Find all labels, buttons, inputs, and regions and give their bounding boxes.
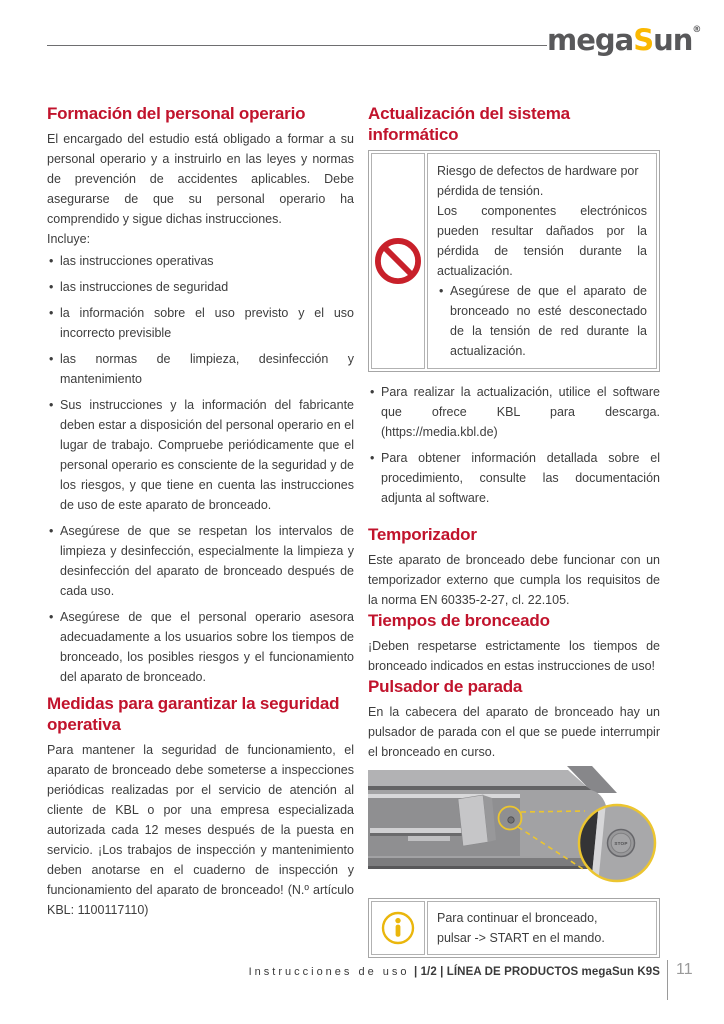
right-column: [368, 103, 660, 958]
stop-button-label: STOP: [614, 841, 628, 846]
info-box-icon-cell: [371, 901, 425, 955]
safety-body: Para mantener la seguridad de funcionamiento, el aparato de bronceado debe someterse a inspecciones periódicas realizadas por el servicio de atención al cliente de KBL o por una empresa especializada autorizada cada 12 meses después de la puesta en servicio. ¡Los trabajos de inspección y mantenimiento deben anotarse en el cuaderno de inspección y funcionamiento del aparato de bronceado! (N.º artículo KBL: 1100117110): [47, 743, 354, 917]
page-number: 11: [676, 961, 693, 978]
prohibition-icon: [373, 236, 423, 286]
registered-mark: ®: [692, 25, 702, 35]
section-title-stop-button: Pulsador de parada: [368, 677, 523, 696]
logo-s: S: [633, 23, 654, 57]
warning-line2: Los componentes electrónicos pueden resultar dañados por la pérdida de tensión durante la actualización.: [437, 204, 647, 278]
footer-divider: [667, 960, 668, 1000]
update-bullet-list: [368, 382, 660, 508]
warning-line1: Riesgo de defectos de hardware por pérdida de tensión.: [437, 164, 639, 198]
warning-bullet: • Asegúrese de que el aparato de bronceado no esté desconectado de la tensión de red durante la actualización.: [437, 281, 647, 361]
list-item: • las normas de limpieza, desinfección y mantenimiento: [47, 349, 354, 389]
footer: [0, 962, 660, 980]
list-item: • Sus instrucciones y la información del fabricante deben estar a disposición del personal operario en el lugar de trabajo. Compruebe periódicamente que el personal operario es consciente de la seguridad y de los riesgos, y que tiene en cuenta las instrucciones de uso de este aparato de bronceado.: [47, 395, 354, 515]
warning-box-text: [427, 153, 657, 369]
tanning-bed-illustration: [368, 766, 660, 892]
section-title-training: Formación del personal operario: [47, 104, 306, 123]
logo-mega: mega: [547, 23, 634, 57]
logo-un: un: [653, 23, 693, 57]
timer-body: Este aparato de bronceado debe funcionar con un temporizador externo que cumpla los requisitos de la norma EN 60335-2-27, cl. 22.105.: [368, 553, 660, 607]
info-box-text: [427, 901, 657, 955]
warning-box: [368, 150, 660, 372]
training-intro: El encargado del estudio está obligado a formar a su personal operario y a instruirlo en las leyes y normas de prevención de accidentes aplicables. Debe asegurarse de que su personal operario ha comprendido y sigue dichas instrucciones.: [47, 132, 354, 226]
left-column: [47, 103, 354, 920]
list-item: • Para obtener información detallada sobre el procedimiento, consulte las documentación adjunta al software.: [368, 448, 660, 508]
section-title-update: Actualización del sistema informático: [368, 104, 570, 144]
megasun-logo: [547, 14, 701, 56]
info-line2: pulsar -> START en el mando.: [437, 931, 605, 945]
header-rule: [47, 45, 547, 46]
section-title-timer: Temporizador: [368, 525, 477, 544]
list-item: • Asegúrese de que se respetan los intervalos de limpieza y desinfección, especialmente la limpieza y desinfección del aparato de bronceado después de cada uso.: [47, 521, 354, 601]
list-item: • las instrucciones operativas: [47, 251, 354, 271]
tanning-times-body: ¡Deben respetarse estrictamente los tiempos de bronceado indicados en estas instrucciones de uso!: [368, 639, 660, 673]
list-item: • Para realizar la actualización, utilice el software que ofrece KBL para descarga. (https://media.kbl.de): [368, 382, 660, 442]
warning-box-icon-cell: [371, 153, 425, 369]
stop-button-body: En la cabecera del aparato de bronceado hay un pulsador de parada con el que se puede interrumpir el bronceado en curso.: [368, 705, 660, 759]
section-title-tanning-times: Tiempos de bronceado: [368, 611, 550, 630]
footer-doc-label: Instrucciones de uso: [248, 966, 410, 978]
list-item: • Asegúrese de que el personal operario asesora adecuadamente a los usuarios sobre los tiempos de bronceado, los posibles riesgos y el funcionamiento del aparato de bronceado.: [47, 607, 354, 687]
info-icon: [378, 908, 418, 948]
list-item: • las instrucciones de seguridad: [47, 277, 354, 297]
training-includes-label: Incluye:: [47, 232, 91, 246]
info-line1: Para continuar el bronceado,: [437, 911, 598, 925]
info-box: [368, 898, 660, 958]
list-item: • la información sobre el uso previsto y el uso incorrecto previsible: [47, 303, 354, 343]
footer-doc-meta: | 1/2 | LÍNEA DE PRODUCTOS megaSun K9S: [413, 966, 660, 978]
section-title-safety: Medidas para garantizar la seguridad operativa: [47, 694, 340, 734]
training-bullet-list: [47, 251, 354, 687]
